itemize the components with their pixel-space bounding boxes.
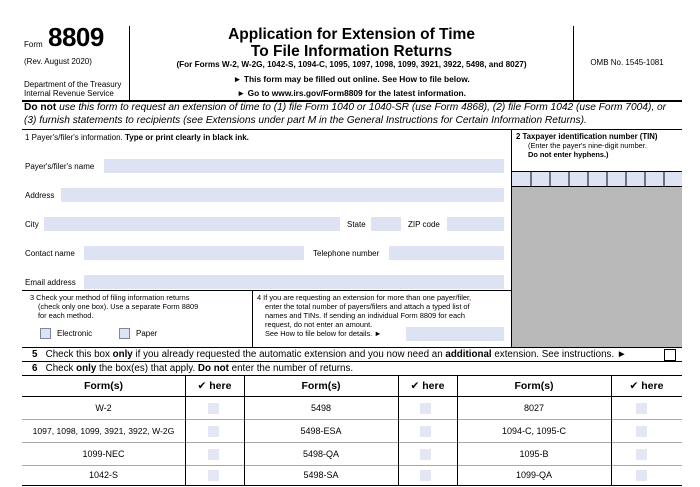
form-label: Form xyxy=(24,40,43,49)
form-cell: 1097, 1098, 1099, 3921, 3922, W-2G xyxy=(32,426,175,436)
form-cell: 1099-QA xyxy=(515,470,553,480)
state-field[interactable] xyxy=(371,217,401,231)
form-cell: 1095-B xyxy=(519,449,549,459)
line1-heading: 1 Payer's/filer's information. Type or print clearly in black ink. xyxy=(25,133,249,142)
city-field[interactable] xyxy=(44,217,340,231)
form-checkbox[interactable] xyxy=(208,470,219,481)
paper-checkbox[interactable] xyxy=(119,328,130,339)
col1-header: Form(s) xyxy=(83,380,124,392)
contact-field[interactable] xyxy=(84,246,304,260)
form-checkbox[interactable] xyxy=(636,470,647,481)
col3-check-header: ✔ here xyxy=(629,380,664,392)
paper-label: Paper xyxy=(136,329,158,338)
electronic-label: Electronic xyxy=(57,329,93,338)
goto-note: ► Go to www.irs.gov/Form8809 for the latest information. xyxy=(236,88,466,98)
state-label: State xyxy=(347,220,366,229)
form-checkbox[interactable] xyxy=(208,403,219,414)
form-title-line1: Application for Extension of Time xyxy=(228,26,475,43)
email-label: Email address xyxy=(25,278,76,287)
address-label: Address xyxy=(25,191,55,200)
line6-text: 6 Check only the box(es) that apply. Do not enter the number of returns. xyxy=(32,363,354,374)
address-field[interactable] xyxy=(61,188,504,202)
form-checkbox[interactable] xyxy=(420,426,431,437)
form-number: 8809 xyxy=(48,22,104,52)
forms-list: (For Forms W-2, W-2G, 1042-S, 1094-C, 1095, 1097, 1098, 1099, 3921, 3922, 5498, and 8027) xyxy=(176,60,527,69)
form-checkbox[interactable] xyxy=(208,426,219,437)
form-cell: 1099-NEC xyxy=(82,449,125,459)
payer-name-label: Payer's/filer's name xyxy=(25,162,95,171)
phone-field[interactable] xyxy=(389,246,504,260)
form-checkbox[interactable] xyxy=(208,449,219,460)
line4-text1: 4 If you are requesting an extension for more than one payer/filer, xyxy=(257,293,472,302)
col2-header: Form(s) xyxy=(301,380,341,392)
form-checkbox[interactable] xyxy=(636,403,647,414)
form-cell: 8027 xyxy=(523,403,545,413)
electronic-checkbox[interactable] xyxy=(40,328,51,339)
online-note: ► This form may be filled out online. See How to file below. xyxy=(233,74,470,84)
form-checkbox[interactable] xyxy=(420,449,431,460)
city-label: City xyxy=(25,220,39,229)
form-title-line2: To File Information Returns xyxy=(250,43,453,60)
omb-number: OMB No. 1545-1081 xyxy=(590,58,664,67)
tin-sub2: Do not enter hyphens.) xyxy=(528,150,609,159)
form-cell: 5498-ESA xyxy=(300,426,342,436)
form-checkbox[interactable] xyxy=(636,449,647,460)
tin-digit-dividers xyxy=(512,172,682,186)
contact-label: Contact name xyxy=(25,249,75,258)
payer-name-field[interactable] xyxy=(104,159,504,173)
form-cell: 1094-C, 1095-C xyxy=(501,426,567,436)
dept-treasury: Department of the Treasury xyxy=(24,80,122,89)
form-cell: 5498-SA xyxy=(303,470,339,480)
form-cell: 1042-S xyxy=(88,470,119,480)
col1-check-header: ✔ here xyxy=(197,380,232,392)
email-field[interactable] xyxy=(84,275,504,289)
form-cell: 5498 xyxy=(310,403,332,413)
line4-text2: enter the total number of payers/filers and attach a typed list of xyxy=(265,302,470,311)
line4-text5: See How to file below for details. ► xyxy=(265,329,382,338)
form-checkbox[interactable] xyxy=(636,426,647,437)
col3-header: Form(s) xyxy=(514,380,554,392)
form-cell: 5498-QA xyxy=(302,449,340,459)
tin-field[interactable] xyxy=(512,171,682,187)
payer-count-field[interactable] xyxy=(406,327,504,341)
line4-text4: request, do not enter an amount. xyxy=(265,320,373,329)
additional-extension-checkbox[interactable] xyxy=(664,349,676,361)
warning-text: Do not use this form to request an extension of time to (1) file Form 1040 or 1040-SR (use Form 4868), (2) file Form 1042 (use Form 7004), or (3) furnish statements to recipients (see Extensions under part M in the General Instructions for Certain Information Returns). xyxy=(24,102,667,126)
zip-label: ZIP code xyxy=(408,220,440,229)
form-checkbox[interactable] xyxy=(420,470,431,481)
line3-text2: (check only one box). Use a separate Form 8809 xyxy=(38,302,199,311)
line4-text3: names and TINs. If sending an individual Form 8809 for each xyxy=(265,311,465,320)
form-cell: W-2 xyxy=(95,403,112,413)
col2-check-header: ✔ here xyxy=(410,380,445,392)
tin-sub1: (Enter the payer's nine-digit number. xyxy=(528,141,647,150)
phone-label: Telephone number xyxy=(313,249,380,258)
tin-shaded-area xyxy=(512,187,682,347)
form-checkbox[interactable] xyxy=(420,403,431,414)
zip-field[interactable] xyxy=(447,217,504,231)
revision-date: (Rev. August 2020) xyxy=(24,57,92,66)
line5-text: 5 Check this box only if you already requested the automatic extension and you now need an additional extension. See instructions. ► xyxy=(32,349,627,360)
line3-text3: for each method. xyxy=(38,311,94,320)
irs-name: Internal Revenue Service xyxy=(24,89,114,98)
line3-text1: 3 Check your method of filing information returns xyxy=(30,293,190,302)
tin-heading: 2 Taxpayer identification number (TIN) xyxy=(516,132,658,141)
